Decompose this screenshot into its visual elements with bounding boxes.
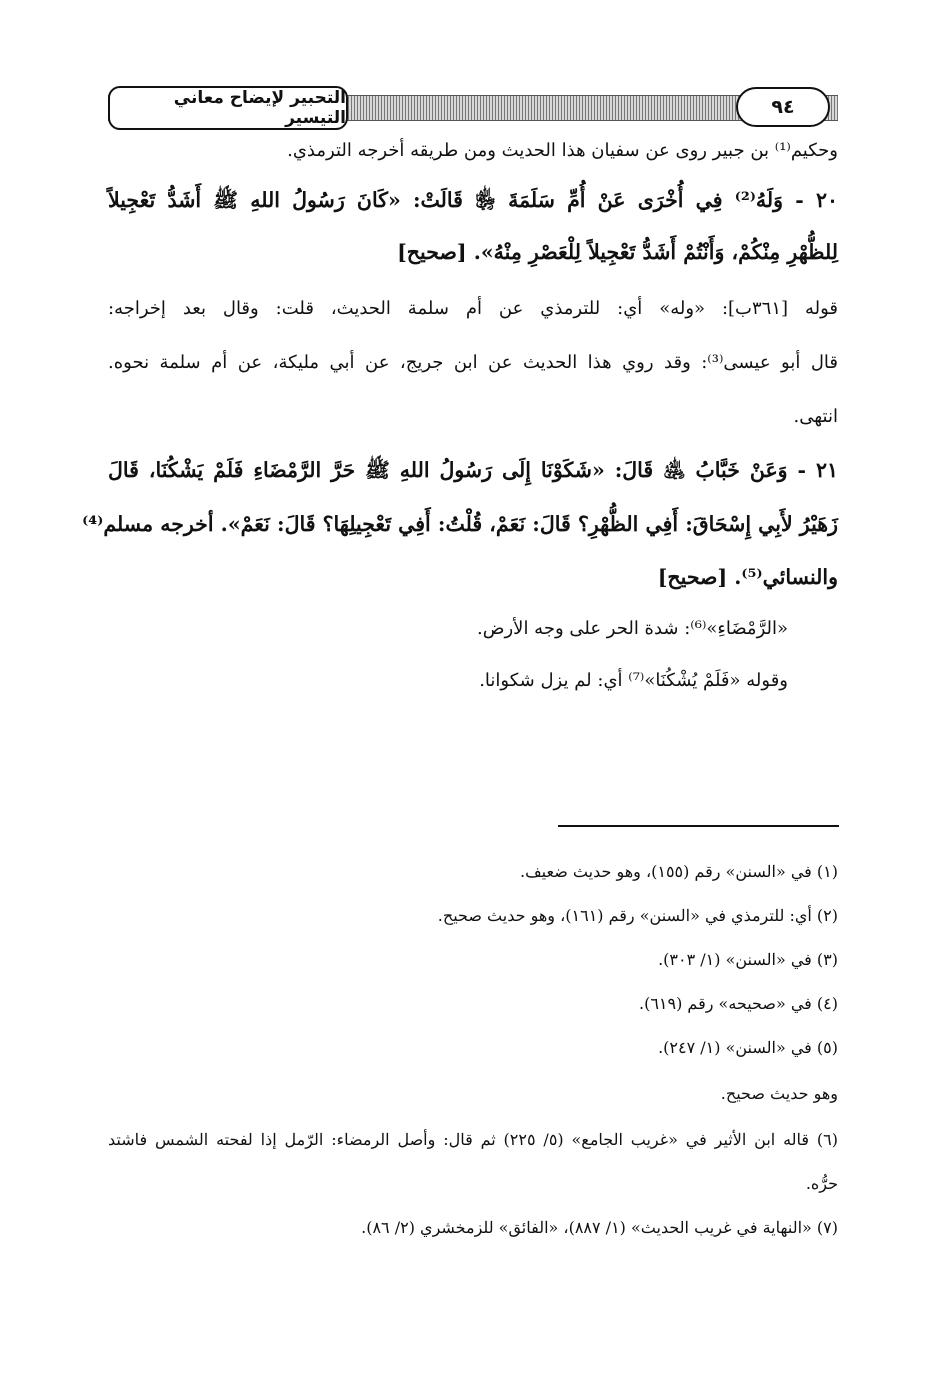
gloss-ramda: «الرَّمْضَاءِ»⁽⁶⁾: شدة الحر على وجه الأرض. <box>477 618 788 639</box>
footnote-6-line-2: حرُّه. <box>805 1174 838 1193</box>
footnote-4: (٤) في «صحيحه» رقم (٦١٩). <box>638 994 838 1013</box>
hadith-20-line-1: ٢٠ - وَلَهُ⁽²⁾ فِي أُخْرَى عَنْ أُمِّ سَلَمَةَ ﵂ قَالَتْ: «كَانَ رَسُولُ اللهِ ﷺ أَشَدُّ تَعْجِيلاً <box>108 188 838 212</box>
commentary-line-1: قوله [٣٦١ب]: «وله» أي: للترمذي عن أم سلمة الحديث، قلت: وقال بعد إخراجه: <box>108 298 838 319</box>
commentary-line-2: قال أبو عيسى⁽³⁾: وقد روي هذا الحديث عن ابن جريج، عن أبي مليكة، عن أم سلمة نحوه. <box>108 352 838 373</box>
hadith-21-line-2: زَهَيْرُ لأَبِي إِسْحَاقَ: أَفِي الظُّهْرِ؟ قَالَ: نَعَمْ، قُلْتُ: أَفِي تَعْجِيلِهَا؟ قَالَ: نَعَمْ». أخرجه مسلم⁽⁴⁾ <box>82 512 838 536</box>
hadith-20-line-2: لِلظُّهْرِ مِنْكُمْ، وَأَنْتُمْ أَشَدُّ تَعْجِيلاً لِلْعَصْرِ مِنْهُ». [صحيح] <box>397 240 838 264</box>
footnote-3: (٣) في «السنن» (١/ ٣٠٣). <box>658 950 838 969</box>
footnote-7: (٧) «النهاية في غريب الحديث» (١/ ٨٨٧)، «الفائق» للزمخشري (٢/ ٨٦). <box>361 1218 838 1237</box>
commentary-line-3: انتهى. <box>793 406 838 427</box>
footnote-1: (١) في «السنن» رقم (١٥٥)، وهو حديث ضعيف. <box>520 862 838 881</box>
footnote-5-note: وهو حديث صحيح. <box>720 1084 838 1103</box>
footnote-6-line-1: (٦) قاله ابن الأثير في «غريب الجامع» (٥/ ٢٢٥) ثم قال: وأصل الرمضاء: الرّمل إذا لفحته الشمس فاشتد <box>108 1130 838 1149</box>
hadith-21-line-1: ٢١ - وَعَنْ خَبَّابُ ﵁ قَالَ: «شَكَوْنَا إِلَى رَسُولُ اللهِ ﷺ حَرَّ الرَّمْضَاءِ فَلَمْ يَشْكُنَا، قَالَ <box>108 458 838 482</box>
footnote-separator <box>558 825 839 827</box>
footnote-5: (٥) في «السنن» (١/ ٢٤٧). <box>658 1038 838 1057</box>
book-title: التحبير لإيضاح معاني التيسير <box>108 86 348 130</box>
footnote-2: (٢) أي: للترمذي في «السنن» رقم (١٦١)، وهو حديث صحيح. <box>437 906 838 925</box>
gloss-falam-yushkina: وقوله «فَلَمْ يُشْكُنَا»⁽⁷⁾ أي: لم يزل شكوانا. <box>479 670 788 691</box>
hadith-21-line-3: والنسائي⁽⁵⁾. [صحيح] <box>657 565 838 589</box>
running-header <box>108 86 838 130</box>
body-line-hakim: وحكيم⁽¹⁾ بن جبير روى عن سفيان هذا الحديث ومن طريقه أخرجه الترمذي. <box>287 140 838 161</box>
page-number: ٩٤ <box>736 87 830 127</box>
